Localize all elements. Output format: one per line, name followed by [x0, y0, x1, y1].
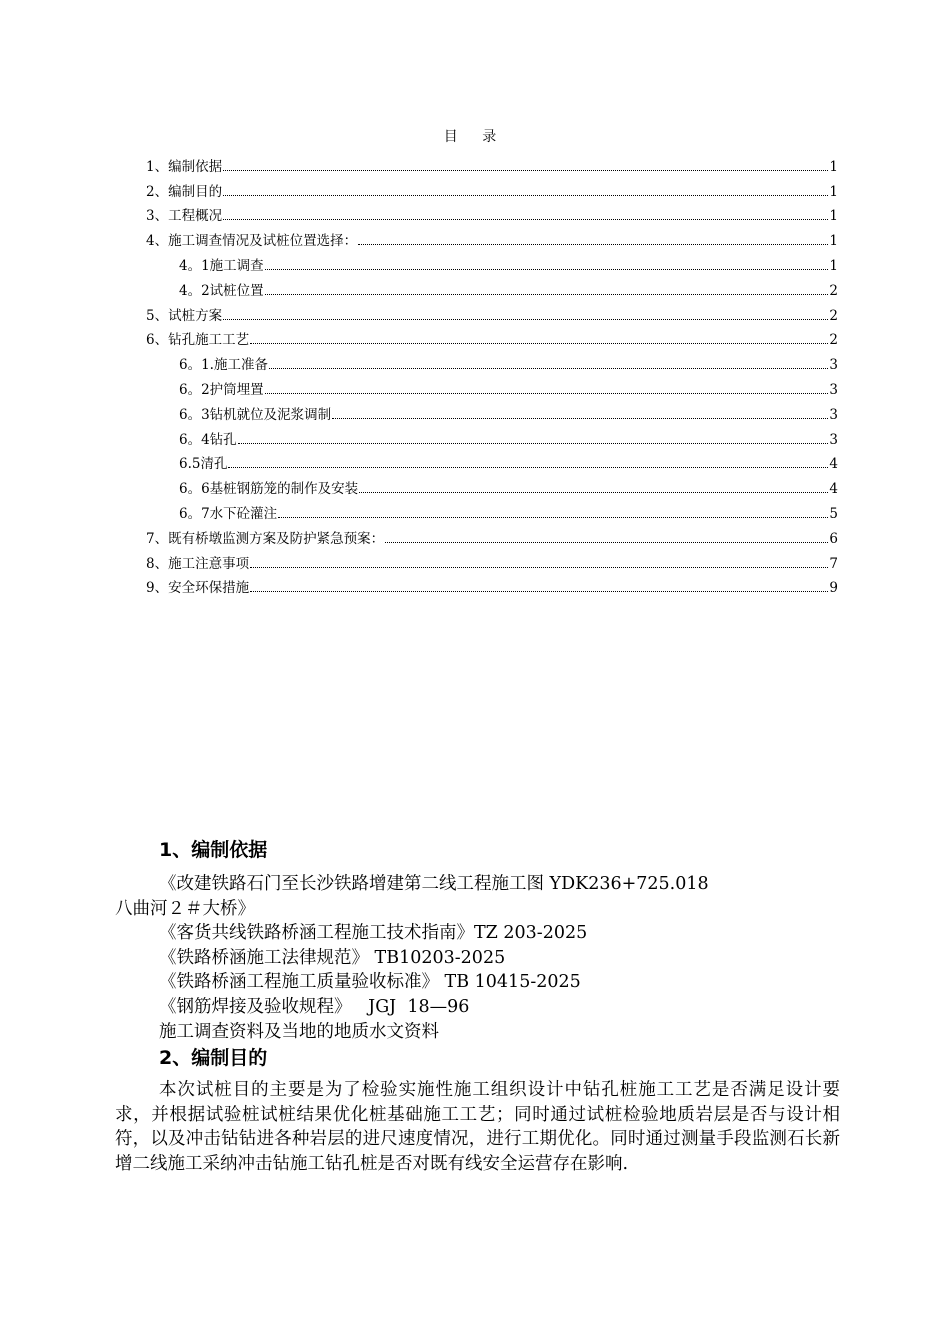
toc-entry-label: 6。7水下砼灌注	[179, 505, 278, 522]
toc-entry[interactable]	[146, 224, 838, 249]
toc-subentry[interactable]	[146, 423, 838, 448]
toc-entry-page: 2	[829, 307, 838, 324]
section-1-heading: 1、编制依据	[159, 839, 268, 861]
toc-leader	[385, 541, 828, 543]
toc-entry-label: 6。6基桩钢筋笼的制作及安装	[179, 481, 359, 498]
toc-leader	[223, 194, 828, 196]
reference-line: 《铁路桥涵工程施工质量验收标准》 TB 10415-2025	[159, 972, 581, 993]
toc-entry-label: 1、编制依据	[146, 158, 223, 175]
toc-entry[interactable]	[146, 522, 838, 547]
section-2-heading: 2、编制目的	[159, 1047, 268, 1070]
toc-entry-label: 6。1.施工准备	[179, 357, 268, 374]
toc-entry-page: 2	[829, 332, 838, 349]
table-of-contents	[146, 150, 838, 596]
toc-leader	[265, 293, 829, 295]
toc-entry-label: 4。1施工调查	[179, 257, 264, 274]
toc-leader	[269, 367, 828, 369]
toc-title: 目 录	[443, 129, 507, 145]
toc-subentry[interactable]	[146, 348, 838, 373]
reference-line: 《钢筋焊接及验收规程》 JGJ 18—96	[159, 996, 470, 1017]
reference-line: 施工调查资料及当地的地质水文资料	[159, 1021, 439, 1042]
toc-entry-page: 3	[829, 431, 838, 448]
toc-entry[interactable]	[146, 324, 838, 349]
toc-entry-page: 1	[829, 233, 838, 250]
toc-entry-page: 5	[829, 505, 838, 522]
toc-entry-label: 4、施工调查情况及试桩位置选择：	[146, 233, 358, 250]
toc-entry-page: 3	[829, 406, 838, 423]
reference-line-continued: 八曲河２＃大桥》	[115, 898, 255, 919]
toc-entry-label: 3、工程概况	[146, 208, 223, 225]
toc-entry-page: 1	[829, 257, 838, 274]
toc-leader	[238, 442, 829, 444]
toc-entry-page: 3	[829, 357, 838, 374]
toc-entry-label: 6.5清孔	[179, 456, 228, 473]
toc-entry[interactable]	[146, 150, 838, 175]
toc-subentry[interactable]	[146, 497, 838, 522]
toc-entry-label: 6。4钻孔	[179, 431, 237, 448]
toc-leader	[223, 169, 828, 171]
toc-leader	[250, 590, 828, 592]
toc-entry-label: 6、钻孔施工工艺	[146, 332, 250, 349]
toc-entry-page: 6	[829, 530, 838, 547]
toc-entry-page: 4	[829, 456, 838, 473]
toc-entry-label: 6。2护筒埋置	[179, 381, 264, 398]
toc-entry[interactable]	[146, 200, 838, 225]
toc-subentry[interactable]	[146, 398, 838, 423]
toc-entry-label: 5、试桩方案	[146, 307, 223, 324]
toc-leader	[358, 243, 828, 245]
toc-entry-page: 9	[829, 580, 838, 597]
document-body	[115, 836, 840, 1177]
section-2-paragraph: 本次试桩目的主要是为了检验实施性施工组织设计中钻孔桩施工工艺是否满足设计要求，并根据试验桩试桩结果优化桩基础施工工艺；同时通过试桩检验地质岩层是否与设计相符，以及冲击钻钻进各种岩层的进尺速度情况，进行工期优化。同时通过测量手段监测石长新增二线施工采纳冲击钻施工钻孔桩是否对既有线安全运营存在影响.	[115, 1080, 840, 1174]
toc-subentry[interactable]	[146, 249, 838, 274]
toc-leader	[223, 318, 828, 320]
toc-leader	[250, 342, 828, 344]
toc-entry-label: 4。2试桩位置	[179, 282, 264, 299]
toc-entry-page: 1	[829, 158, 838, 175]
toc-leader	[278, 516, 828, 518]
toc-leader	[223, 218, 828, 220]
toc-entry[interactable]	[146, 572, 838, 597]
toc-entry[interactable]	[146, 175, 838, 200]
toc-leader	[265, 392, 829, 394]
toc-entry-label: 2、编制目的	[146, 183, 223, 200]
toc-leader	[265, 268, 829, 270]
reference-line: 《客货共线铁路桥涵工程施工技术指南》TZ 203-2025	[159, 923, 588, 944]
toc-entry-page: 3	[829, 381, 838, 398]
toc-leader	[250, 566, 828, 568]
toc-subentry[interactable]	[146, 274, 838, 299]
toc-entry-page: 1	[829, 183, 838, 200]
toc-entry[interactable]	[146, 547, 838, 572]
toc-entry-label: 6。3钻机就位及泥浆调制	[179, 406, 332, 423]
toc-subentry[interactable]	[146, 448, 838, 473]
toc-entry-label: 8、施工注意事项	[146, 555, 250, 572]
toc-entry-label: 7、既有桥墩监测方案及防护紧急预案：	[146, 530, 385, 547]
toc-leader	[359, 491, 828, 493]
toc-subentry[interactable]	[146, 373, 838, 398]
toc-entry[interactable]	[146, 299, 838, 324]
toc-entry-page: 1	[829, 208, 838, 225]
toc-leader	[228, 466, 828, 468]
reference-line: 《改建铁路石门至长沙铁路增建第二线工程施工图 YDK236+725.018	[159, 874, 709, 894]
toc-subentry[interactable]	[146, 472, 838, 497]
reference-line: 《铁路桥涵施工法律规范》 TB10203-2025	[159, 947, 506, 968]
toc-entry-page: 4	[829, 481, 838, 498]
toc-leader	[332, 417, 828, 419]
toc-entry-page: 2	[829, 282, 838, 299]
toc-entry-page: 7	[829, 555, 838, 572]
toc-entry-label: 9、安全环保措施	[146, 580, 250, 597]
